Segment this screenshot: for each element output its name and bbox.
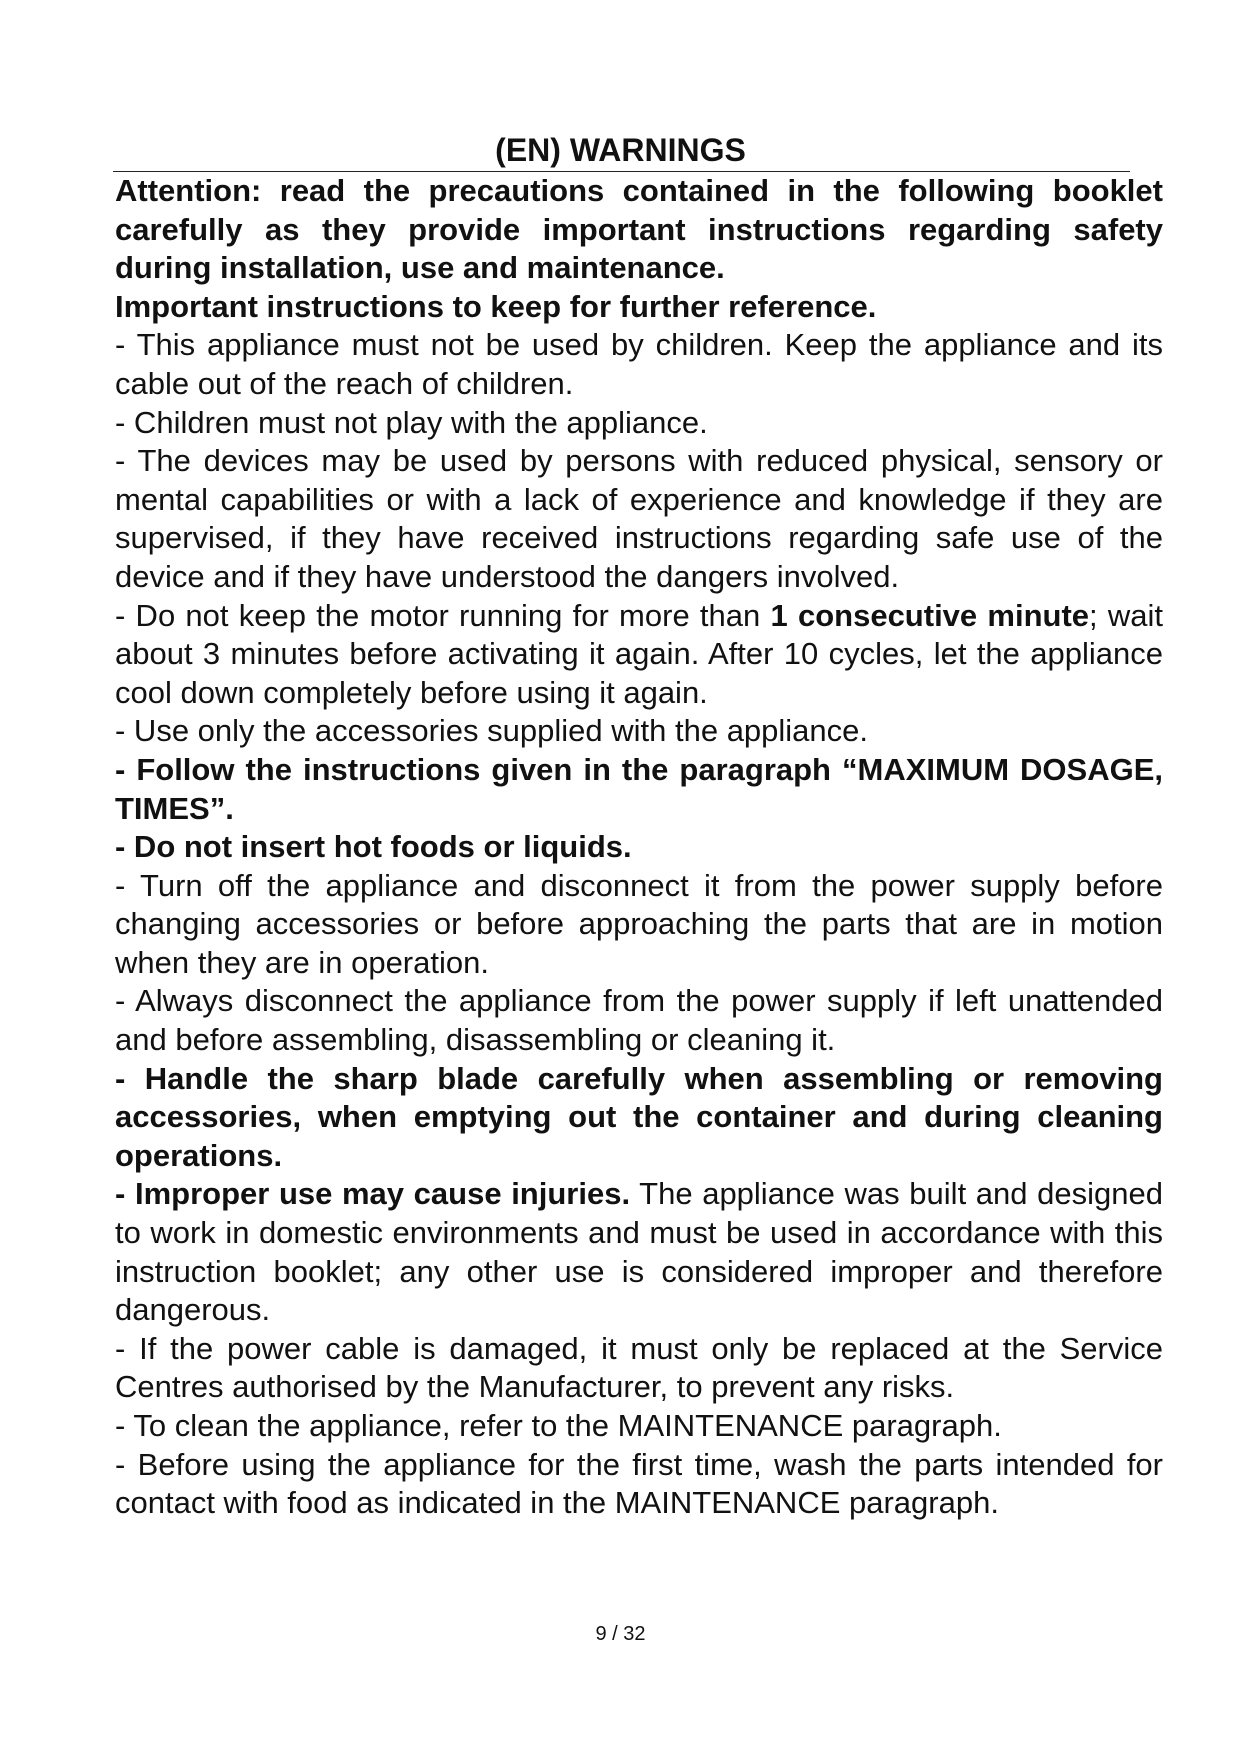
warning-power-cable: - If the power cable is damaged, it must only be replaced at the Service Centres authorised by the Manufacturer, to prevent any risks. bbox=[115, 1330, 1163, 1405]
improper-use-text: The appliance was built and designed to work in domestic environments and must be used in accordance with this instruction booklet; any other use is considered improper and therefore dangerous. bbox=[115, 1176, 1163, 1328]
warning-cleaning: - To clean the appliance, refer to the MAINTENANCE paragraph. bbox=[115, 1408, 1002, 1443]
motor-text-pre: - Do not keep the motor running for more than bbox=[115, 597, 771, 633]
warning-children-play: - Children must not play with the appliance. bbox=[115, 404, 708, 440]
warning-sharp-blade: - Handle the sharp blade carefully when assembling or removing accessories, when emptying out the container and during cleaning operations. bbox=[115, 1060, 1163, 1173]
warning-motor-running bbox=[115, 597, 1163, 713]
motor-text-post: ; wait about 3 minutes before activating it again. After 10 cycles, let the appliance cool down completely before using it again. bbox=[115, 597, 1163, 710]
motor-text-bold: 1 consecutive minute bbox=[770, 597, 1090, 633]
warnings-body bbox=[115, 172, 1163, 1523]
warning-disconnect: - Always disconnect the appliance from the power supply if left unattended and before assembling, disassembling or cleaning it. bbox=[115, 983, 1163, 1058]
page-number: 9 / 32 bbox=[595, 1623, 646, 1645]
warning-accessories: - Use only the accessories supplied with the appliance. bbox=[115, 713, 869, 749]
warning-first-use: - Before using the appliance for the first time, wash the parts intended for contact with food as indicated in the MAINTENANCE paragraph. bbox=[115, 1446, 1163, 1521]
warning-children-use: - This appliance must not be used by children. Keep the appliance and its cable out of the reach of children. bbox=[115, 327, 1163, 401]
warning-max-dosage: - Follow the instructions given in the paragraph “MAXIMUM DOSAGE, TIMES”. bbox=[115, 751, 1163, 826]
warning-hot-foods: - Do not insert hot foods or liquids. bbox=[115, 829, 632, 865]
page-title: (EN) WARNINGS bbox=[495, 132, 746, 168]
warning-improper-use bbox=[115, 1175, 1163, 1329]
improper-use-bold: - Improper use may cause injuries. bbox=[115, 1176, 631, 1212]
warning-turn-off: - Turn off the appliance and disconnect it from the power supply before changing accessories or before approaching the parts that are in motion when they are in operation. bbox=[115, 867, 1163, 980]
warning-reduced-capabilities: - The devices may be used by persons with reduced physical, sensory or mental capabilities or with a lack of experience and knowledge if they are supervised, if they have received instructions regarding safe use of the device and if they have understood the dangers involved. bbox=[115, 443, 1163, 594]
keep-instructions-paragraph: Important instructions to keep for further reference. bbox=[115, 288, 877, 324]
attention-paragraph: Attention: read the precautions contained in the following booklet carefully as they provide important instructions regarding safety during installation, use and maintenance. bbox=[115, 173, 1163, 286]
